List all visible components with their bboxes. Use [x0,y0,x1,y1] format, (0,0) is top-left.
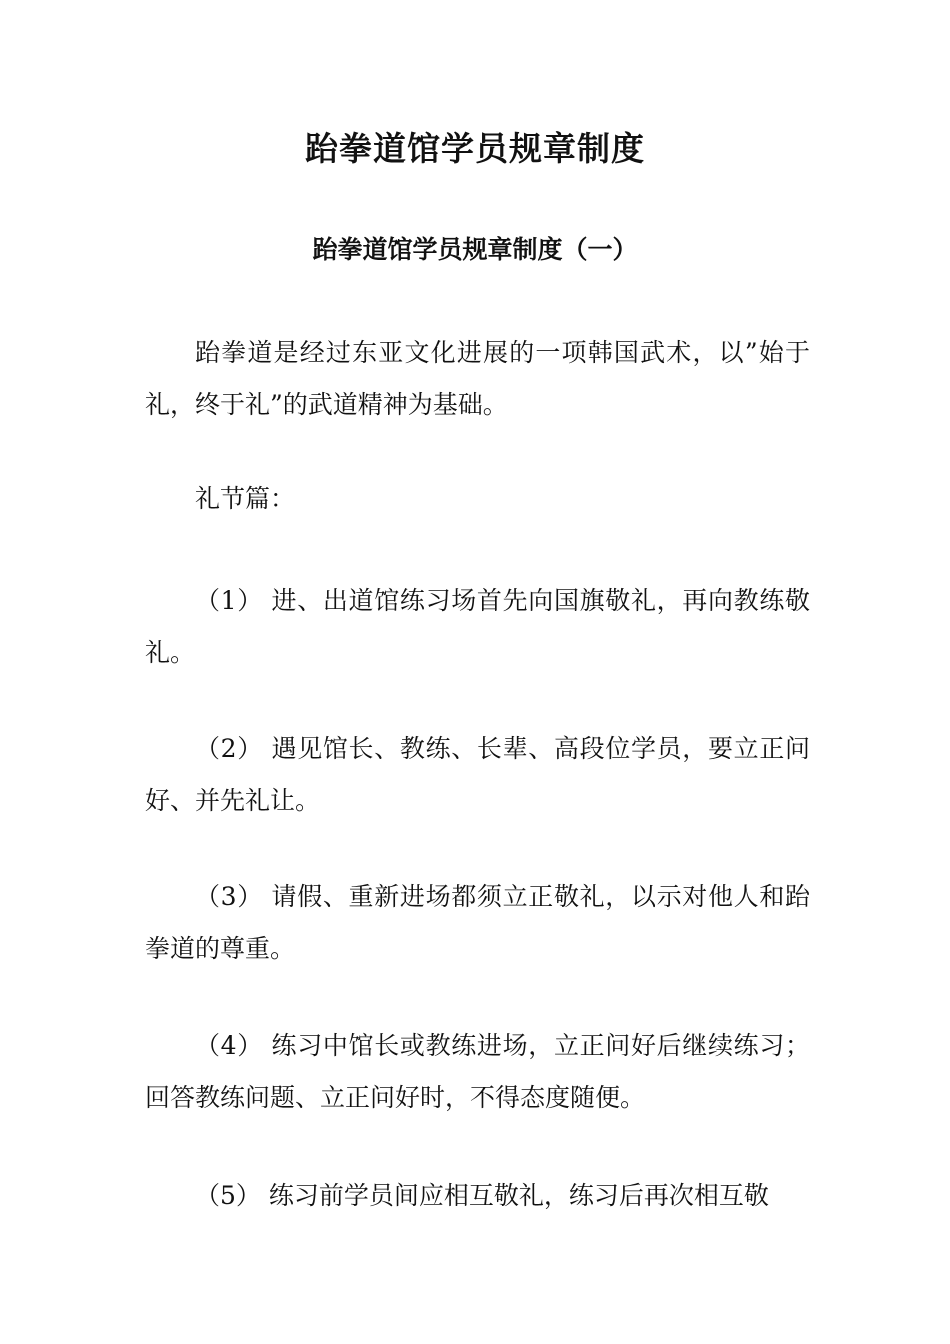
rule-item-5: （5） 练习前学员间应相互敬礼，练习后再次相互敬 [195,1181,769,1210]
rule-item-1: （1） 进、出道馆练习场首先向国旗敬礼，再向教练敬礼。 [145,586,810,667]
paragraph-intro: 跆拳道是经过东亚文化进展的一项韩国武术，以”始于礼，终于礼”的武道精神为基础。 [145,338,810,419]
rule-item-2: （2） 遇见馆长、教练、长辈、高段位学员，要立正问好、并先礼让。 [145,734,810,815]
document-subtitle: 跆拳道馆学员规章制度（一） [312,235,638,264]
section-heading-etiquette: 礼节篇： [195,484,296,513]
rule-item-4: （4） 练习中馆长或教练进场，立正问好后继续练习；回答教练问题、立正问好时，不得态度随便。 [145,1031,810,1112]
document-title: 跆拳道馆学员规章制度 [305,129,645,168]
rule-item-3: （3） 请假、重新进场都须立正敬礼，以示对他人和跆拳道的尊重。 [145,882,810,963]
